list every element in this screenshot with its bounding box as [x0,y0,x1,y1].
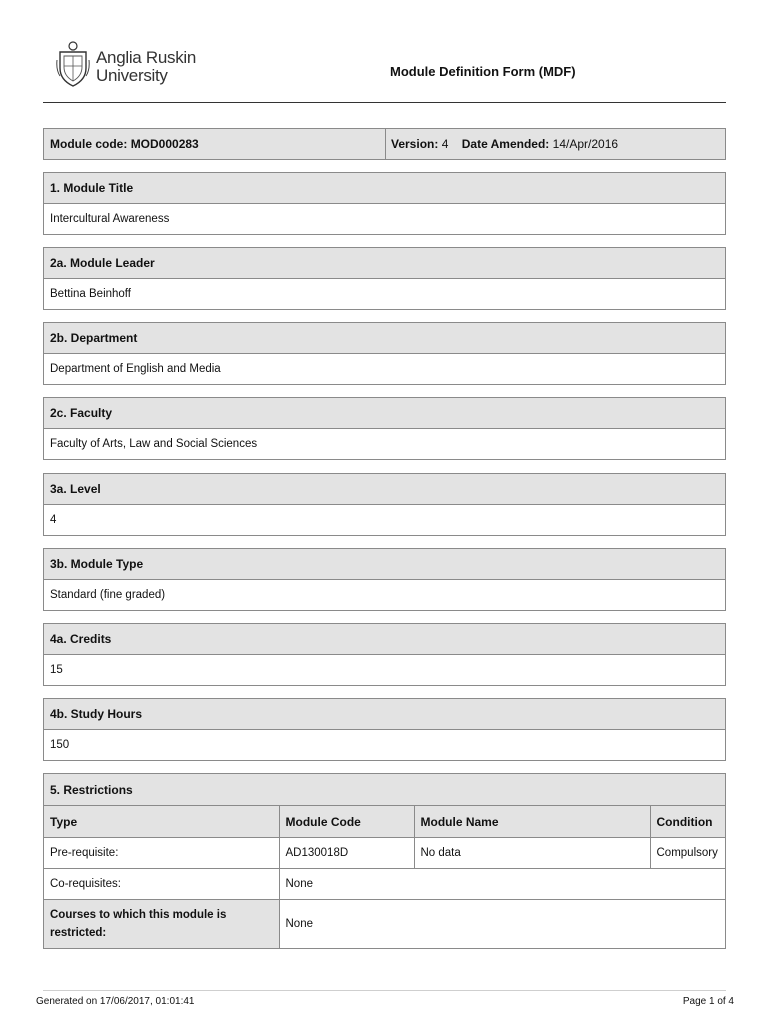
page-number: Page 1 of 4 [682,996,734,1007]
section-value: 15 [50,664,63,676]
section-study-hours [43,698,726,761]
section-module-type [43,548,726,611]
module-code-cell [44,129,386,159]
university-name [96,49,196,85]
version-date-cell [386,129,725,159]
restriction-value: None [279,869,725,900]
section-value: Standard (fine graded) [50,589,166,601]
footer-divider [43,990,726,991]
module-code-box [43,128,726,160]
section-heading: 4a. Credits [44,624,725,655]
generated-timestamp: Generated on 17/06/2017, 01:01:41 [36,996,195,1007]
university-name-line1: Anglia Ruskin [96,48,197,67]
section-credits [43,623,726,686]
university-crest-icon [56,40,90,88]
section-heading: 3a. Level [44,474,725,505]
column-header: Module Code [279,806,414,838]
restriction-module-name: No data [414,838,650,869]
restriction-module-code: AD130018D [279,838,414,869]
section-department [43,322,726,385]
university-name-line2: University [96,66,168,85]
module-code-value: MOD000283 [130,137,199,151]
column-header: Module Name [414,806,650,838]
section-restrictions [43,773,726,949]
section-value: Intercultural Awareness [50,213,170,225]
restriction-condition: Compulsory [650,838,725,869]
form-title: Module Definition Form (MDF) [390,64,576,79]
section-heading: 2c. Faculty [44,398,725,429]
section-value: Department of English and Media [50,363,221,375]
module-code-label: Module code: [50,137,128,151]
section-heading: 3b. Module Type [44,549,725,580]
section-faculty [43,397,726,460]
section-value: Bettina Beinhoff [50,288,131,300]
section-value: 150 [50,739,70,751]
version-label: Version: [391,137,439,151]
restriction-type: Co-requisites: [44,869,279,900]
restrictions-table [44,805,725,948]
table-row [44,869,725,900]
header-divider [43,102,726,103]
table-header-row [44,806,725,838]
section-heading: 2a. Module Leader [44,248,725,279]
section-value: 4 [50,514,57,526]
restriction-type: Pre-requisite: [44,838,279,869]
section-module-title [43,172,726,235]
column-header: Condition [650,806,725,838]
restriction-value: None [279,900,725,948]
section-level [43,473,726,536]
table-row [44,900,725,948]
section-heading: 2b. Department [44,323,725,354]
section-value: Faculty of Arts, Law and Social Sciences [50,438,258,450]
table-row [44,838,725,869]
date-amended-label: Date Amended: [461,137,550,151]
section-heading: 4b. Study Hours [44,699,725,730]
date-amended-value: 14/Apr/2016 [552,137,619,151]
column-header: Type [44,806,279,838]
section-heading: 1. Module Title [44,173,725,204]
section-module-leader [43,247,726,310]
restriction-type: Courses to which this module is restricted: [44,900,279,948]
version-value: 4 [441,137,449,151]
section-heading: 5. Restrictions [44,774,725,805]
university-logo [56,40,226,90]
